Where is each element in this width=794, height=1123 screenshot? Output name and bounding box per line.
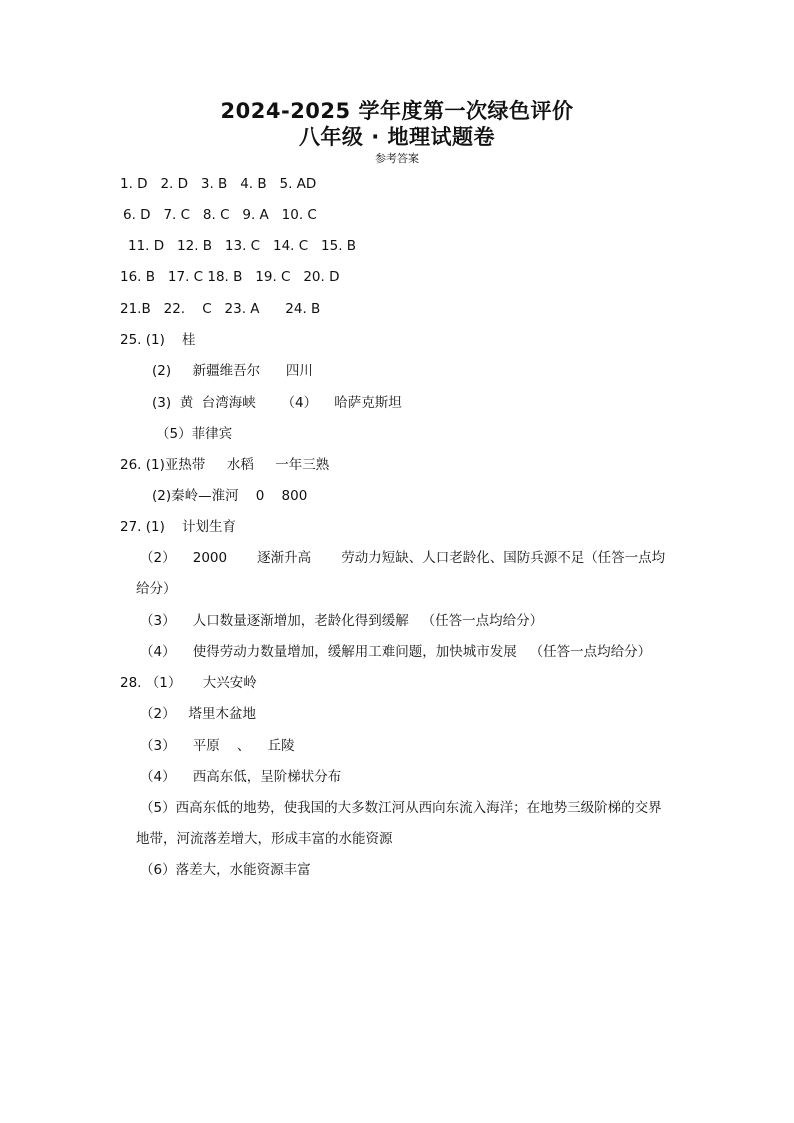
answer-line-mc-6-10: 6. D 7. C 8. C 9. A 10. C (123, 207, 317, 223)
answer-line-q27-3: （3） 人口数量逐渐增加，老龄化得到缓解 （任答一点均给分） (140, 613, 544, 629)
answer-line-q27-1: 27. (1) 计划生育 (120, 519, 237, 535)
answer-line-q25-3-4: (3) 黄 台湾海峡 （4） 哈萨克斯坦 (152, 395, 402, 411)
answer-line-q28-4: （4） 西高东低，呈阶梯状分布 (140, 769, 342, 785)
answer-line-q25-2: (2) 新疆维吾尔 四川 (152, 363, 313, 379)
answer-line-q28-5-cont: 地带，河流落差增大，形成丰富的水能资源 (136, 831, 393, 847)
answer-line-q25-1: 25. (1) 桂 (120, 332, 196, 348)
document-subtitle-title: 八年级 · 地理试题卷 (298, 125, 496, 149)
answer-line-q28-3: （3） 平原 、 丘陵 (140, 738, 295, 754)
answer-line-q28-6: （6）落差大，水能资源丰富 (140, 862, 311, 878)
answer-line-mc-21-24: 21.B 22. C 23. A 24. B (120, 301, 321, 317)
answer-line-q28-5: （5）西高东低的地势，使我国的大多数江河从西向东流入海洋；在地势三级阶梯的交界 (140, 800, 662, 816)
answer-line-q28-1: 28. （1） 大兴安岭 (120, 675, 257, 691)
answer-line-mc-16-20: 16. B 17. C 18. B 19. C 20. D (120, 269, 340, 285)
answer-line-mc-1-5: 1. D 2. D 3. B 4. B 5. AD (120, 176, 317, 192)
answer-line-q27-2: （2） 2000 逐渐升高 劳动力短缺、人口老龄化、国防兵源不足（任答一点均 (140, 550, 666, 566)
answer-line-q27-4: （4） 使得劳动力数量增加，缓解用工难问题，加快城市发展 （任答一点均给分） (140, 644, 652, 660)
reference-answer-label: 参考答案 (375, 152, 419, 165)
answer-line-q26-1: 26. (1)亚热带 水稻 一年三熟 (120, 457, 330, 473)
answer-line-q25-5: （5）菲律宾 (156, 426, 233, 442)
answer-line-mc-11-15: 11. D 12. B 13. C 14. C 15. B (128, 238, 357, 254)
answer-line-q27-2-cont: 给分） (136, 581, 177, 597)
document-title: 2024-2025 学年度第一次绿色评价 (220, 99, 574, 123)
answer-line-q28-2: （2） 塔里木盆地 (140, 706, 256, 722)
answer-line-q26-2: (2)秦岭—淮河 0 800 (152, 488, 308, 504)
